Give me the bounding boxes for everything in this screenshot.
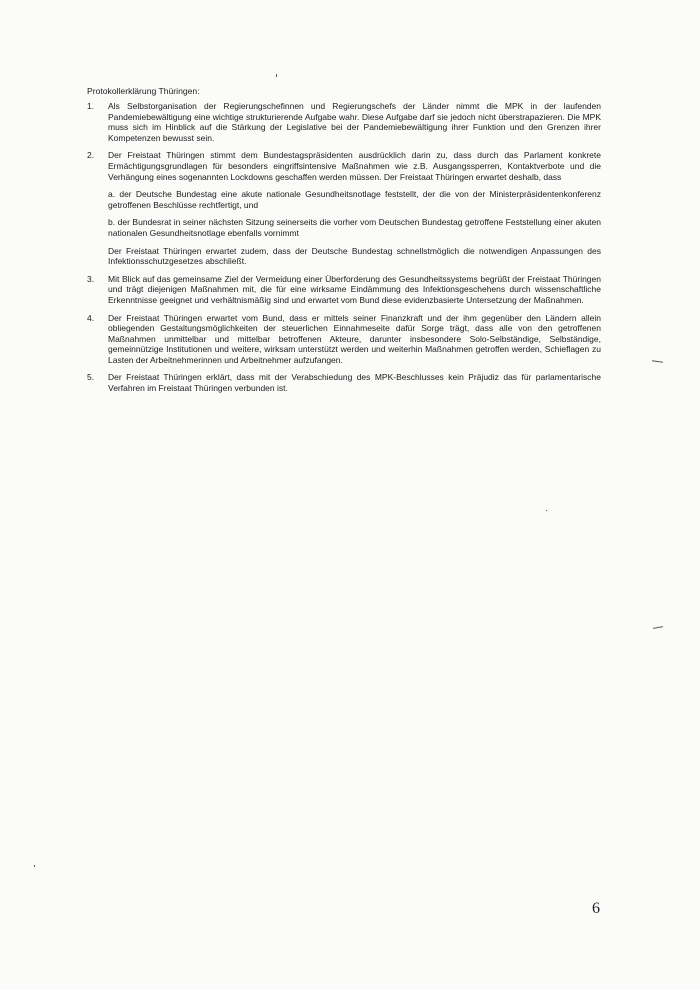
item-body: [108, 150, 601, 266]
item-body: [108, 101, 601, 143]
item-paragraph: Der Freistaat Thüringen erwartet zudem, dass der Deutsche Bundestag schnellstmöglich die notwendigen Anpassungen des Infektionsschutzgesetzes abschließt.: [108, 245, 601, 267]
scan-mark: [276, 74, 277, 77]
item-paragraph: Mit Blick auf das gemeinsame Ziel der Vermeidung einer Überforderung des Gesundheitssystems begrüßt der Freistaat Thüringen und trägt diejenigen Maßnahmen mit, die für eine wirksame Eindämmung des Infektionsgeschehens durch wissenschaftliche Erkenntnisse geeignet und verhältnismäßig sind und erwartet vom Bund diese evidenzbasierte Untersetzung der Maßnahmen.: [108, 273, 601, 305]
item-number: 1.: [87, 101, 95, 111]
item-body: [108, 313, 601, 366]
list-item-1: [87, 101, 601, 143]
scan-mark: [546, 510, 547, 511]
item-number: 5.: [87, 372, 95, 383]
item-number: 3.: [87, 273, 95, 284]
numbered-list: [87, 101, 601, 401]
item-paragraph: Als Selbstorganisation der Regierungschefinnen und Regierungschefs der Länder nimmt die MPK in der laufenden Pandemiebewältigung eine wichtige strukturierende Aufgabe wahr. Diese Aufgabe darf sie jedoch nicht überstrapazieren. Die MPK muss sich im Hinblick auf die Stärkung der Legislative bei der Pandemiebewältigung ihrer Funktion und den Grenzen ihrer Kompetenzen bewusst sein.: [108, 101, 601, 143]
list-item-3: [87, 274, 601, 306]
list-item-2: [87, 150, 601, 266]
scan-mark: [34, 865, 35, 867]
item-body: [108, 274, 601, 306]
item-body: [108, 372, 601, 393]
sub-item-b: b. der Bundesrat in seiner nächsten Sitzung seinerseits die vorher vom Deutschen Bundestag getroffene Feststellung einer akuten nationalen Gesundheitsnotlage ebenfalls vornimmt: [108, 217, 601, 238]
scan-mark: [652, 360, 663, 363]
item-paragraph: Der Freistaat Thüringen erwartet vom Bund, dass er mittels seiner Finanzkraft und der ihm gegenüber den Ländern allein obliegenden Gestaltungsmöglichkeiten der steuerlichen Einnahmeseite dafür Sorge trägt, dass alle von den getroffenen Maßnahmen unmittelbar und mittelbar betroffenen Akteure, darunter insbesondere Solo-Selbständige, Selbständige, gemeinnützige Institutionen und weitere, wirksam unterstützt werden und weiterhin Maßnahmen getroffen werden, Schieflagen zu Lasten der Arbeitnehmerinnen und Arbeitnehmer aufzufangen.: [108, 312, 601, 365]
sub-item-a: a. der Deutsche Bundestag eine akute nationale Gesundheitsnotlage feststellt, der die von der Ministerpräsidentenkonferenz getroffenen Beschlüsse rechtfertigt, und: [108, 189, 601, 210]
item-number: 2.: [87, 150, 95, 161]
item-paragraph: Der Freistaat Thüringen stimmt dem Bundestagspräsidenten ausdrücklich darin zu, dass durch das Parlament konkrete Ermächtigungsgrundlagen für besonders eingriffsintensive Maßnahmen wie z.B. Ausgangssperren, Kontaktverbote und die Verhängung eines sogenannten Lockdowns geschaffen werden müssen. Der Freistaat Thüringen erwartet deshalb, dass: [108, 150, 601, 182]
document-title: Protokollerklärung Thüringen:: [87, 86, 200, 96]
item-number: 4.: [87, 312, 95, 323]
list-item-4: [87, 313, 601, 366]
page-number: 6: [592, 900, 600, 917]
list-item-5: [87, 372, 601, 393]
item-paragraph: Der Freistaat Thüringen erklärt, dass mit der Verabschiedung des MPK-Beschlusses kein Präjudiz das für parlamentarische Verfahren im Freistaat Thüringen verbunden ist.: [108, 372, 601, 394]
scan-mark: [653, 626, 663, 629]
